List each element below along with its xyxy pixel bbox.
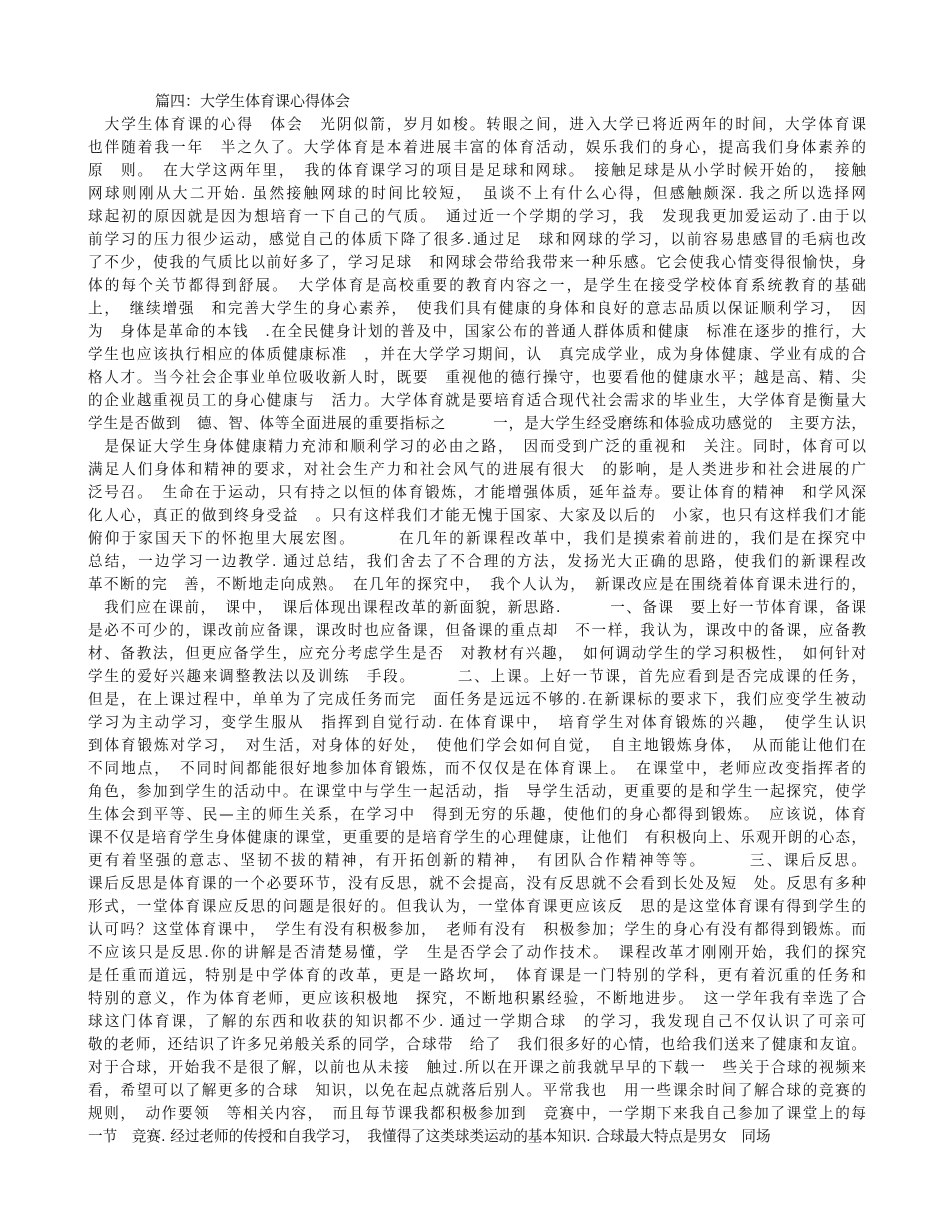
- text-line: 看，希望可以了解更多的合球 知识，以免在起点就落后别人。平常我也 用一些课余时间了解合球的竞赛的: [88, 1082, 866, 1099]
- text-line: 为 身体是革命的本钱 .在全民健身计划的普及中，国家公布的普通人群体质和健康 标准在逐步的推行，大: [88, 323, 866, 340]
- text-line: 原 则。 在大学这两年里， 我的体育课学习的项目是足球和网球。 接触足球是从小学时候开始的， 接触: [88, 162, 866, 179]
- text-line: 是任重而道远，特别是中学体育的改革，更是一路坎坷， 体育课是一门特别的学科，更有着沉重的任务和: [88, 967, 866, 984]
- text-line: 不同地点， 不同时间都能很好地参加体育锻炼，而不仅仅是在体育课上。 在课堂中，老师应改变指挥者的: [88, 760, 866, 777]
- text-line: 前学习的压力很少运动，感觉自己的体质下降了很多.通过足 球和网球的学习，以前容易患感冒的毛病也改: [88, 231, 866, 248]
- text-line: 课不仅是培育学生身体健康的课堂，更重要的是培育学生的心理健康，让他们 有积极向上、乐观开朗的心态，: [88, 829, 866, 846]
- text-line: 了不少，使我的气质比以前好多了，学习足球 和网球会带给我带来一种乐感。它会使我心情变得很愉快，身: [88, 254, 866, 271]
- text-line: 不应该只是反思.你的讲解是否清楚易懂，学 生是否学会了动作技术。 课程改革才刚刚开始，我们的探究: [88, 944, 866, 961]
- text-line: 体的每个关节都得到舒展。 大学体育是高校重要的教育内容之一，是学生在接受学校体育系统教育的基础: [88, 277, 866, 294]
- document-title: 篇四：大学生体育课心得体会: [155, 92, 351, 110]
- text-line: 是保证大学生身体健康精力充沛和顺利学习的必由之路， 因而受到广泛的重视和 关注。同时，体育可以: [88, 438, 866, 455]
- text-line: 俯仰于家国天下的怀抱里大展宏图。 在几年的新课程改革中，我们是摸索着前进的，我们是在探究中: [88, 530, 866, 547]
- text-line: 我们应在课前， 课中， 课后体现出课程改革的新面貌，新思路. 一、备课 要上好一节体育课，备课: [88, 599, 866, 616]
- text-line: 对于合球，开始我不是很了解，以前也从未接 触过.所以在开课之前我就早早的下载一 些关于合球的视频来: [88, 1059, 866, 1076]
- text-line: 学生也应该执行相应的体质健康标准 ，并在大学学习期间，认 真完成学业，成为身体健康、学业有成的合: [88, 346, 866, 363]
- text-line: 课后反思是体育课的一个必要环节，没有反思，就不会提高，没有反思就不会看到长处及短 处。反思有多种: [88, 875, 866, 892]
- text-line: 角色，参加到学生的活动中。在课堂中与学生一起活动，指 导学生活动，更重要的是和学生一起探究，使学: [88, 783, 866, 800]
- text-line: 的企业越重视员工的身心健康与 活力。大学体育就是要培育适合现代社会需求的毕业生，大学体育是衡量大: [88, 392, 866, 409]
- text-line: 特别的意义，作为体育老师，更应该积极地 探究，不断地积累经验，不断地进步。 这一学年我有幸选了合: [88, 990, 866, 1007]
- document-body: [88, 113, 866, 1148]
- text-line: 学习为主动学习，变学生服从 指挥到自觉行动. 在体育课中， 培育学生对体育锻炼的兴趣， 使学生认识: [88, 714, 866, 731]
- text-line: 大学生体育课的心得 体会 光阴似箭，岁月如梭。转眼之间，进入大学已将近两年的时间，大学体育课: [88, 116, 866, 133]
- text-line: 是必不可少的，课改前应备课，课改时也应备课，但备课的重点却 不一样，我认为，课改中的备课，应备教: [88, 622, 866, 639]
- text-line: 材、备教法，但更应备学生，应充分考虑学生是否 对教材有兴趣， 如何调动学生的学习积极性， 如何针对: [88, 645, 866, 662]
- text-line: 更有着坚强的意志、坚韧不拔的精神，有开拓创新的精神， 有团队合作精神等等。 三、课后反思。: [88, 852, 866, 869]
- text-line: 一节 竞赛. 经过老师的传授和自我学习， 我懂得了这类球类运动的基本知识. 合球最大特点是男女 同场: [88, 1128, 771, 1145]
- text-line: 革不断的完 善，不断地走向成熟。 在几年的探究中， 我个人认为， 新课改应是在围绕着体育课未进行的，: [88, 576, 866, 593]
- text-line: 球这门体育课，了解的东西和收获的知识都不少. 通过一学期合球 的学习，我发现自己不仅认识了可亲可: [88, 1013, 866, 1030]
- text-line: 规则， 动作要领 等相关内容， 而且每节课我都积极参加到 竞赛中，一学期下来我自己参加了课堂上的每: [88, 1105, 866, 1122]
- text-line: 但是，在上课过程中，单单为了完成任务而完 面任务是远远不够的.在新课标的要求下，我们应变学生被动: [88, 691, 866, 708]
- text-line: 格人才。当今社会企事业单位吸收新人时，既要 重视他的德行操守，也要看他的健康水平；越是高、精、尖: [88, 369, 866, 386]
- text-line: 也伴随着我一年 半之久了。大学体育是本着进展丰富的体育活动，娱乐我们的身心，提高我们身体素养的: [88, 139, 866, 156]
- text-line: 形式，一堂体育课应反思的问题是很好的。但我认为，一堂体育课更应该反 思的是这堂体育课有得到学生的: [88, 898, 866, 915]
- text-line: 生体会到平等、民—主的师生关系，在学习中 得到无穷的乐趣，使他们的身心都得到锻炼。 应该说，体育: [88, 806, 866, 823]
- text-line: 学生的爱好兴趣来调整教法以及训练 手段。 二、上课。上好一节课，首先应看到是否完成课的任务，: [88, 668, 866, 685]
- text-line: 上， 继续增强 和完善大学生的身心素养， 使我们具有健康的身体和良好的意志品质以保证顺利学习， 因: [88, 300, 866, 317]
- text-line: 到体育锻炼对学习， 对生活，对身体的好处， 使他们学会如何自觉， 自主地锻炼身体， 从而能让他们在: [88, 737, 866, 754]
- text-line: 敬的老师，还结识了许多兄弟般关系的同学，合球带 给了 我们很多好的心情，也给我们送来了健康和友谊。: [88, 1036, 866, 1053]
- text-line: 球起初的原因就是因为想培育一下自己的气质。 通过近一个学期的学习，我 发现我更加爱运动了.由于以: [88, 208, 866, 225]
- text-line: 满足人们身体和精神的要求，对社会生产力和社会风气的进展有很大 的影响，是人类进步和社会进展的广: [88, 461, 866, 478]
- text-line: 认可吗？这堂体育课中， 学生有没有积极参加， 老师有没有 积极参加；学生的身心有没有都得到锻炼。而: [88, 921, 866, 938]
- text-line: 学生是否做到 德、智、体等全面进展的重要指标之 一，是大学生经受磨练和体验成功感觉的 主要方法，: [88, 415, 866, 432]
- text-line: 总结，一边学习一边教学. 通过总结，我们舍去了不合理的方法，发扬光大正确的思路，使我们的新课程改: [88, 553, 866, 570]
- text-line: 化人心，真正的做到终身受益 。只有这样我们才能无愧于国家、大家及以后的 小家，也只有这样我们才能: [88, 507, 866, 524]
- text-line: 泛号召。 生命在于运动，只有持之以恒的体育锻炼，才能增强体质，延年益寿。要让体育的精神 和学风深: [88, 484, 866, 501]
- text-line: 网球则刚从大二开始. 虽然接触网球的时间比较短， 虽谈不上有什么心得，但感触颇深. 我之所以选择网: [88, 185, 866, 202]
